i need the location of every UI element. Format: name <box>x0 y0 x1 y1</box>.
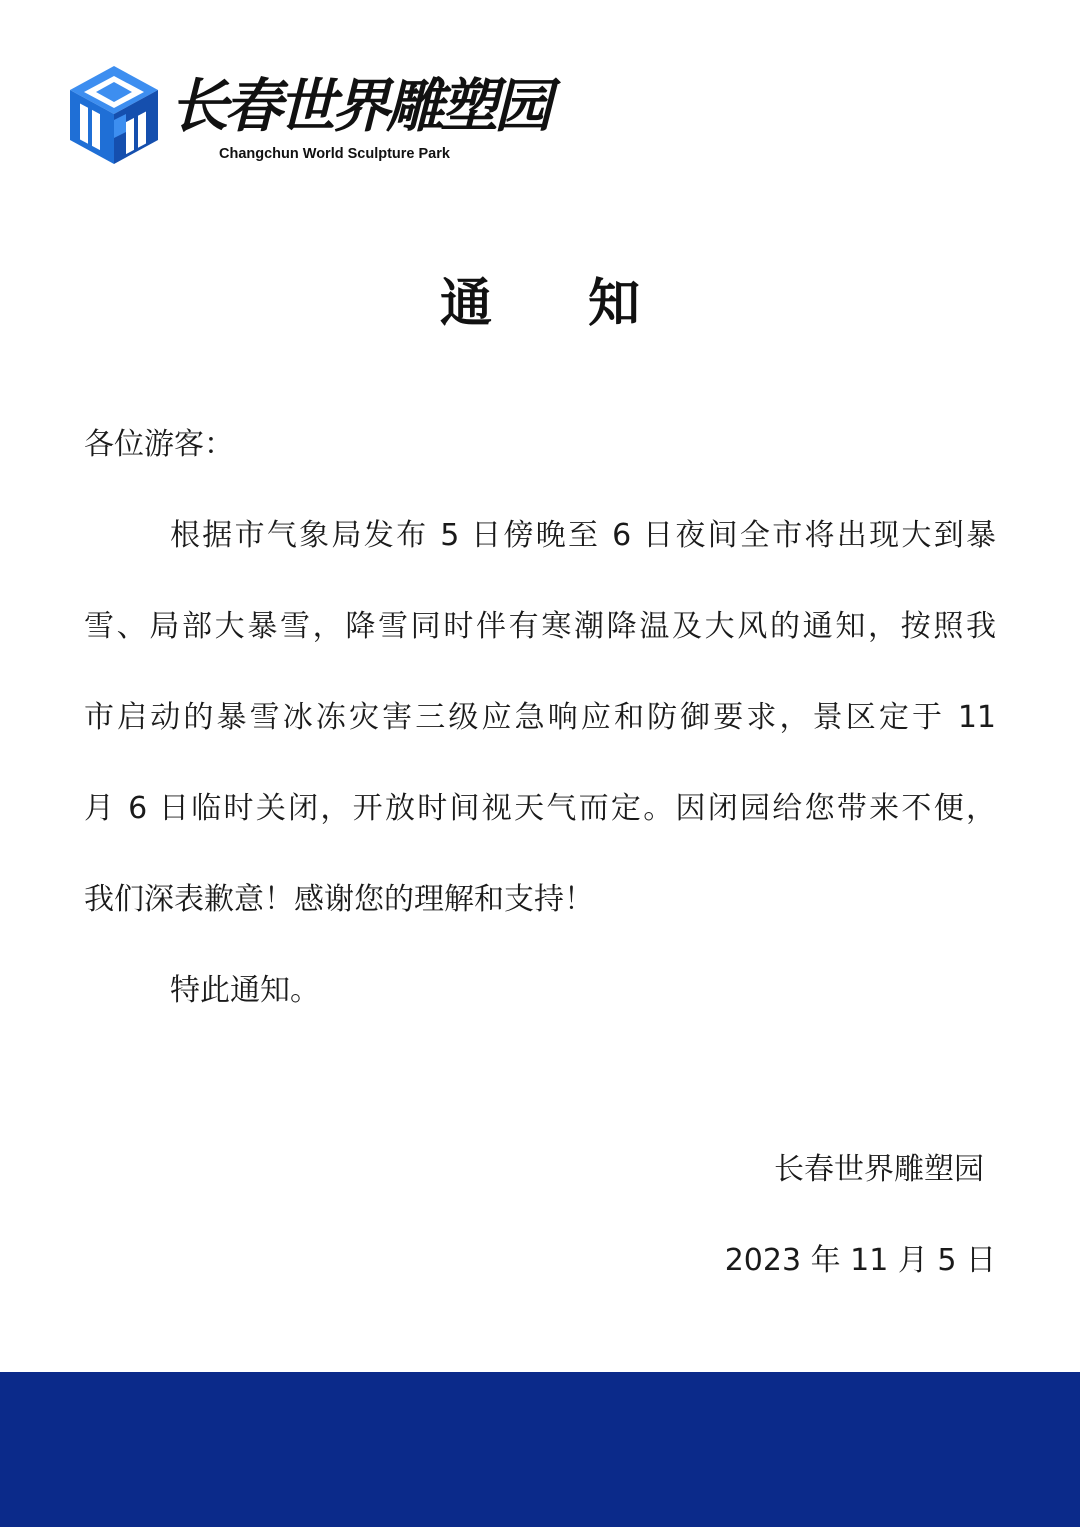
header <box>66 62 549 172</box>
body-line-4: 月 6 日临时关闭，开放时间视天气而定。因闭园给您带来不便， <box>84 791 996 826</box>
body-line-3: 市启动的暴雪冰冻灾害三级应急响应和防御要求，景区定于 11 <box>84 700 996 735</box>
logo-name-zh: 长春世界雕塑园 <box>170 72 549 140</box>
logo-name-en: Changchun World Sculpture Park <box>219 146 450 162</box>
sculpture-park-cube-logo-icon <box>66 62 162 168</box>
signature: 长春世界雕塑园 <box>774 1152 984 1187</box>
title-char-1: 通 <box>439 273 492 334</box>
body-line-5: 我们深表歉意！感谢您的理解和支持！ <box>84 882 594 917</box>
body-line-2: 雪、局部大暴雪，降雪同时伴有寒潮降温及大风的通知，按照我 <box>84 609 996 644</box>
title-char-2: 知 <box>588 273 641 334</box>
notice-title <box>0 268 1080 340</box>
notice-date: 2023 年 11 月 5 日 <box>724 1243 996 1278</box>
closing-line: 特此通知。 <box>170 973 320 1008</box>
body-line-1: 根据市气象局发布 5 日傍晚至 6 日夜间全市将出现大到暴 <box>170 518 996 553</box>
salutation: 各位游客： <box>84 427 234 462</box>
footer-band <box>0 1372 1080 1527</box>
